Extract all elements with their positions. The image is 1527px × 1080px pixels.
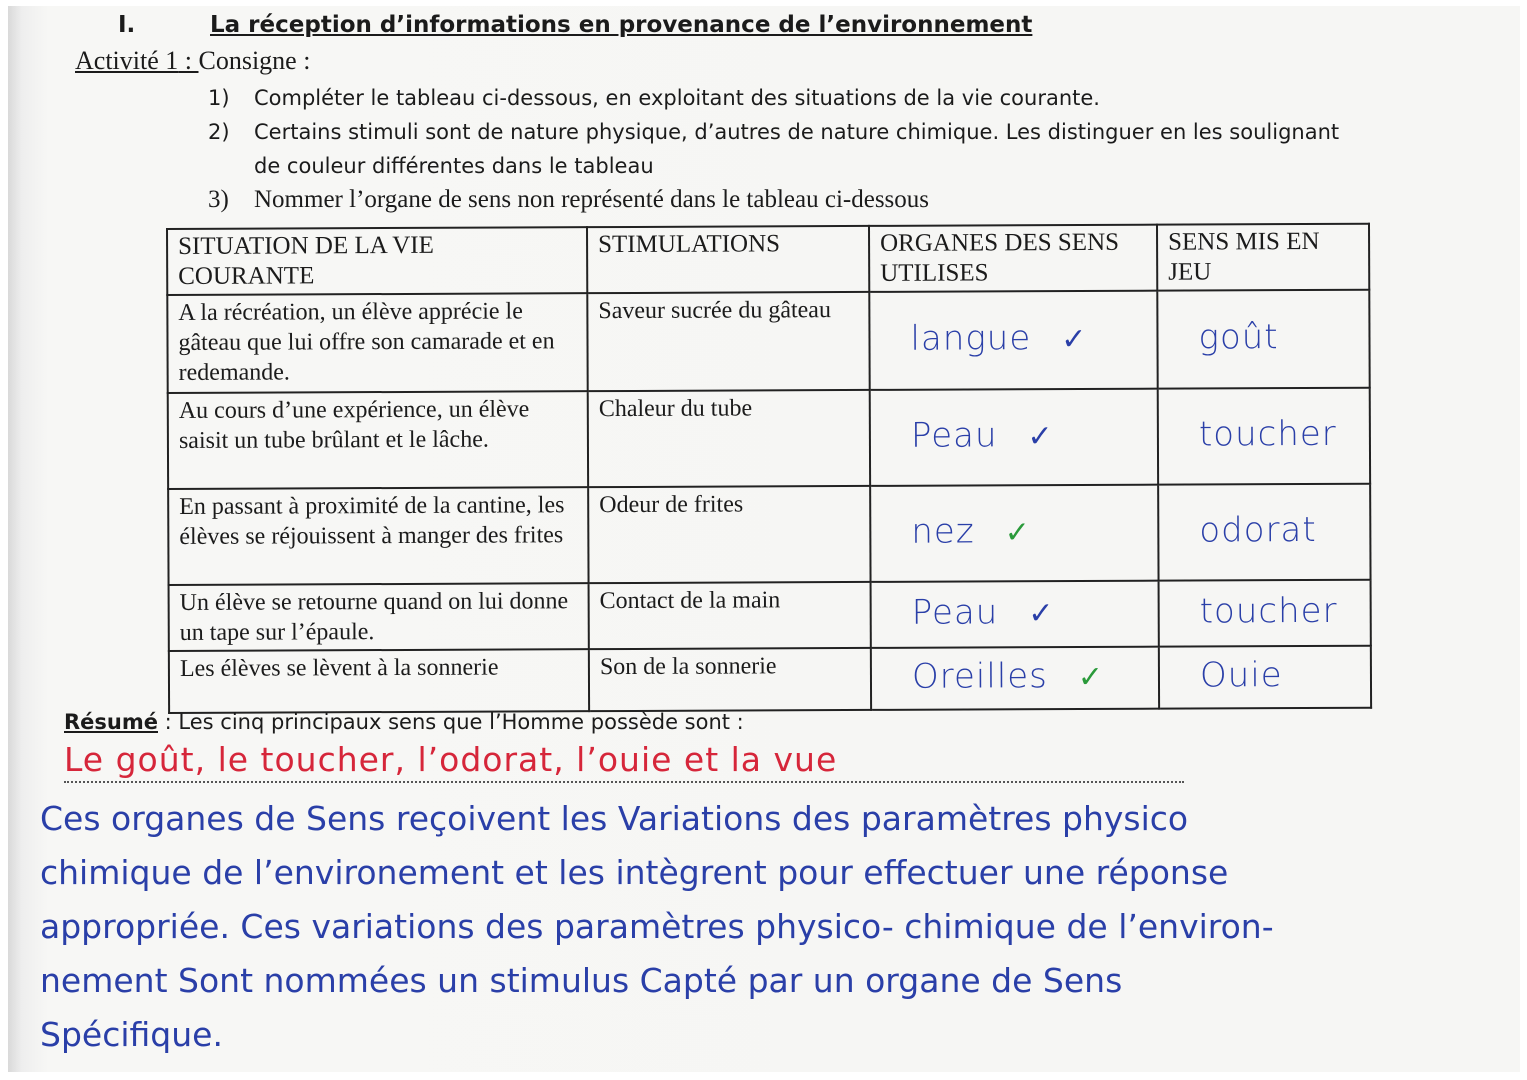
situation-cell: Les élèves se lèvent à la sonnerie — [169, 649, 589, 713]
sens-answer: Ouie — [1199, 655, 1283, 696]
resume-label: Résumé — [64, 710, 158, 734]
sens-answer: odorat — [1199, 509, 1317, 551]
instruction-2: 2) Certains stimuli sont de nature physique, d’autres de nature chimique. Les distinguer en les soulignant — [208, 120, 1340, 144]
section-title — [118, 12, 1032, 38]
table-row — [169, 580, 1371, 651]
handwritten-notes — [40, 792, 1510, 1062]
check-icon: ✓ — [1027, 420, 1053, 454]
instruction-1: 1) Compléter le tableau ci-dessous, en exploitant des situations de la vie courante. — [208, 86, 1100, 110]
note-line: Spécifique. — [40, 1015, 223, 1054]
stimulation-cell: Son de la sonnerie — [589, 648, 871, 711]
resume-answer: Le goût, le toucher, l’odorat, l’ouie et la vue — [64, 740, 1184, 783]
sens-cell — [1159, 580, 1371, 647]
senses-table — [166, 223, 1372, 714]
table-row — [168, 388, 1370, 489]
header-stimulations: STIMULATIONS — [587, 226, 869, 293]
situation-cell: En passant à proximité de la cantine, les élèves se réjouissent à manger des frites — [168, 487, 588, 585]
note-line: Ces organes de Sens reçoivent les Variations des paramètres physico — [40, 799, 1189, 838]
sens-cell — [1158, 388, 1370, 485]
check-icon: ✓ — [1077, 660, 1104, 695]
check-icon: ✓ — [1004, 516, 1030, 550]
stimulation-cell: Saveur sucrée du gâteau — [587, 292, 869, 391]
instruction-3: 3) Nommer l’organe de sens non représenté dans le tableau ci-dessous — [208, 186, 930, 213]
activity-heading: Activité 1 : Consigne : — [75, 46, 311, 75]
table-row — [167, 290, 1369, 393]
header-organes: ORGANES DES SENS UTILISES — [869, 225, 1157, 292]
situation-cell: Un élève se retourne quand on lui donne un tape sur l’épaule. — [169, 583, 589, 651]
organe-cell — [870, 389, 1158, 486]
sens-cell — [1158, 484, 1370, 581]
table-header-row — [167, 224, 1369, 295]
organe-cell — [871, 581, 1159, 648]
activity-text: Consigne : — [198, 46, 311, 75]
stimulation-cell: Chaleur du tube — [588, 390, 870, 487]
section-number: I. — [118, 12, 136, 38]
sens-answer: toucher — [1198, 413, 1337, 455]
sens-cell — [1159, 646, 1371, 709]
header-sens: SENS MIS EN JEU — [1157, 224, 1369, 291]
stimulation-cell: Contact de la main — [589, 582, 871, 649]
organe-answer: langue — [910, 318, 1032, 359]
organe-cell — [869, 291, 1157, 390]
section-title-text: La réception d’informations en provenance de l’environnement — [210, 12, 1033, 38]
resume-line — [64, 710, 744, 734]
sens-answer: goût — [1198, 317, 1279, 358]
activity-label: Activité 1 — [75, 46, 179, 75]
resume-text: : Les cinq principaux sens que l’Homme possède sont : — [158, 710, 744, 734]
table-row — [169, 646, 1371, 713]
organe-answer: Oreilles — [911, 656, 1048, 697]
sens-answer: toucher — [1199, 590, 1338, 632]
note-line: appropriée. Ces variations des paramètres physico- chimique de l’environ- — [40, 907, 1274, 946]
header-situation: SITUATION DE LA VIE COURANTE — [167, 227, 587, 295]
organe-cell — [871, 647, 1159, 710]
situation-cell: Au cours d’une expérience, un élève saisit un tube brûlant et le lâche. — [168, 391, 588, 489]
check-icon: ✓ — [1028, 597, 1054, 631]
organe-answer: Peau — [910, 415, 998, 456]
note-line: nement Sont nommées un stimulus Capté par un organe de Sens — [40, 961, 1123, 1000]
stimulation-cell: Odeur de frites — [588, 486, 870, 583]
note-line: chimique de l’environement et les intègrent pour effectuer une réponse — [40, 853, 1229, 892]
table-row — [168, 484, 1370, 585]
organe-answer: nez — [911, 511, 975, 552]
organe-cell — [870, 485, 1158, 582]
organe-answer: Peau — [911, 592, 999, 633]
situation-cell: A la récréation, un élève apprécie le gâteau que lui offre son camarade et en redemande. — [167, 293, 587, 393]
sens-cell — [1157, 290, 1369, 389]
instruction-2-continued: de couleur différentes dans le tableau — [254, 154, 654, 178]
check-icon: ✓ — [1061, 322, 1087, 357]
